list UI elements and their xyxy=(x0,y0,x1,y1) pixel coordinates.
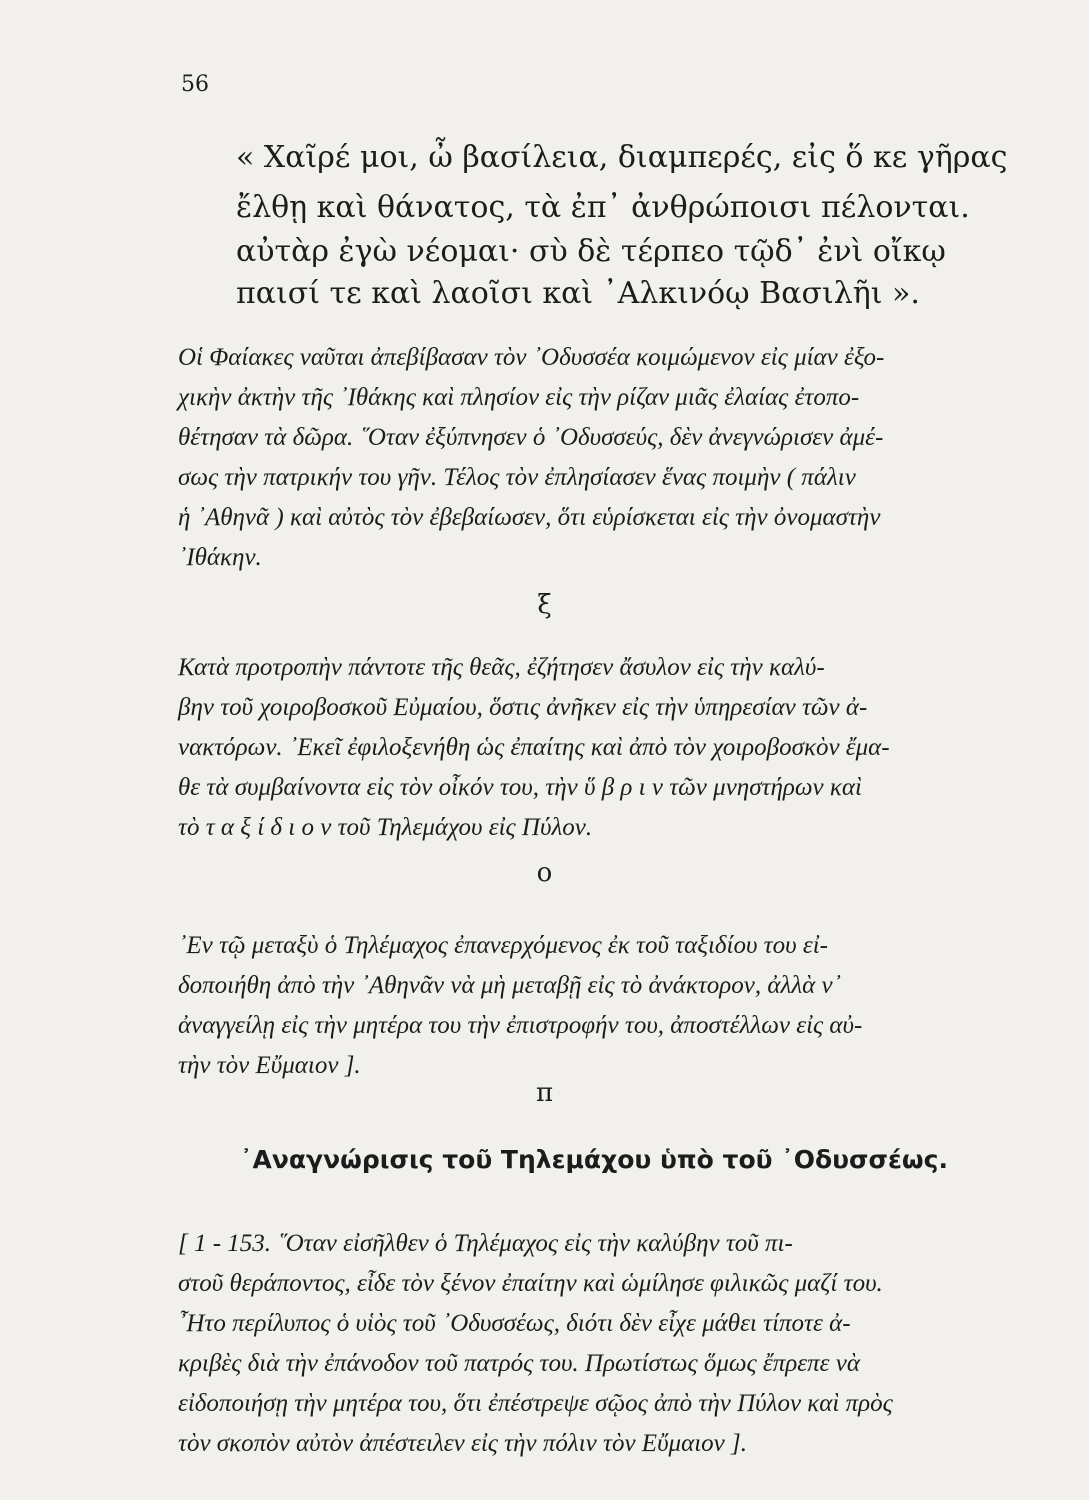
text-line: κριβὲς διὰ τὴν ἐπάνοδον τοῦ πατρός του. Πρωτίστως ὅμως ἔπρεπε νὰ xyxy=(178,1350,861,1377)
paragraph-telemachus-return xyxy=(178,926,1038,1086)
paragraph-eumaeus xyxy=(178,648,1038,848)
section-letter-omicron: ο xyxy=(536,858,553,888)
text-line: δοποιήθη ἀπὸ τὴν ᾽Αθηνᾶν νὰ μὴ μεταβῇ εἰς τὸ ἀνάκτορον, ἀλλὰ ν᾽ xyxy=(178,972,841,999)
paragraph-phaeacians xyxy=(178,338,1038,578)
text-line: ἡ ᾽Αθηνᾶ ) καὶ αὐτὸς τὸν ἐβεβαίωσεν, ὅτι εὑρίσκεται εἰς τὴν ὀνομαστὴν xyxy=(178,504,881,531)
text-line: ἀναγγείλῃ εἰς τὴν μητέρα του τὴν ἐπιστροφήν του, ἀποστέλλων εἰς αὐ- xyxy=(178,1012,863,1039)
verse-line: παισί τε καὶ λαοῖσι καὶ ᾽Αλκινόῳ Βασιλῆι ». xyxy=(236,276,920,311)
text-line: θέτησαν τὰ δῶρα. ῞Οταν ἐξύπνησεν ὁ ᾽Οδυσσεύς, δὲν ἀνεγνώρισεν ἀμέ- xyxy=(178,424,884,451)
text-line: χικὴν ἀκτὴν τῆς ᾽Ιθάκης καὶ πλησίον εἰς τὴν ρίζαν μιᾶς ἐλαίας ἐτοπο- xyxy=(178,384,860,411)
text-line: ᾽Ιθάκην. xyxy=(178,544,262,571)
verse-line: « Χαῖρέ μοι, ὦ βασίλεια, διαμπερές, εἰς ὅ κε γῆρας xyxy=(236,140,1008,175)
text-line: Κατὰ προτροπὴν πάντοτε τῆς θεᾶς, ἐζήτησεν ἄσυλον εἰς τὴν καλύ- xyxy=(178,654,825,681)
text-line: νακτόρων. ᾽Εκεῖ ἐφιλοξενήθη ὡς ἐπαίτης καὶ ἀπὸ τὸν χοιροβοσκὸν ἔμα- xyxy=(178,734,890,761)
text-line: Οἱ Φαίακες ναῦται ἀπεβίβασαν τὸν ᾽Οδυσσέα κοιμώμενον εἰς μίαν ἐξο- xyxy=(178,344,885,371)
paragraph-recognition xyxy=(178,1224,1038,1464)
text-line: τὸν σκοπὸν αὐτὸν ἀπέστειλεν εἰς τὴν πόλιν τὸν Εὔμαιον ]. xyxy=(178,1430,747,1457)
text-line: τὸ τ α ξ ί δ ι ο ν τοῦ Τηλεμάχου εἰς Πύλον. xyxy=(178,814,593,841)
text-line: εἰδοποιήσῃ τὴν μητέρα του, ὅτι ἐπέστρεψε σῷος ἀπὸ τὴν Πύλον καὶ πρὸς xyxy=(178,1390,893,1417)
text-line: σως τὴν πατρικήν του γῆν. Τέλος τὸν ἐπλησίασεν ἕνας ποιμὴν ( πάλιν xyxy=(178,464,856,491)
text-line: θε τὰ συμβαίνοντα εἰς τὸν οἶκόν του, τὴν ὕ β ρ ι ν τῶν μνηστήρων καὶ xyxy=(178,774,862,801)
text-line: ῏Ητο περίλυπος ὁ υἱὸς τοῦ ᾽Οδυσσέως, διότι δὲν εἶχε μάθει τίποτε ἀ- xyxy=(178,1310,851,1337)
section-letter-pi: π xyxy=(535,1078,554,1108)
text-line: τὴν τὸν Εὔμαιον ]. xyxy=(178,1052,361,1079)
text-line: βην τοῦ χοιροβοσκοῦ Εὐμαίου, ὅστις ἀνῆκεν εἰς τὴν ὑπηρεσίαν τῶν ἀ- xyxy=(178,694,868,721)
text-line: [ 1 - 153. ῞Οταν εἰσῆλθεν ὁ Τηλέμαχος εἰς τὴν καλύβην τοῦ πι- xyxy=(178,1230,793,1257)
verse-line: ἔλθῃ καὶ θάνατος, τὰ ἐπ᾽ ἀνθρώποισι πέλονται. xyxy=(236,190,970,225)
text-line: ᾽Εν τῷ μεταξὺ ὁ Τηλέμαχος ἐπανερχόμενος ἐκ τοῦ ταξιδίου του εἰ- xyxy=(178,932,828,959)
section-letter-xi: ξ xyxy=(537,590,552,620)
verse-line: αὐτὰρ ἐγὼ νέομαι· σὺ δὲ τέρπεο τῷδ᾽ ἐνὶ οἴκῳ xyxy=(236,234,946,269)
page-number: 56 xyxy=(181,72,209,97)
text-line: στοῦ θεράποντος, εἶδε τὸν ξένον ἐπαίτην καὶ ὡμίλησε φιλικῶς μαζί του. xyxy=(178,1270,883,1297)
chapter-heading: ᾽Αναγνώρισις τοῦ Τηλεμάχου ὑπὸ τοῦ ᾽Οδυσσέως. xyxy=(240,1145,948,1174)
